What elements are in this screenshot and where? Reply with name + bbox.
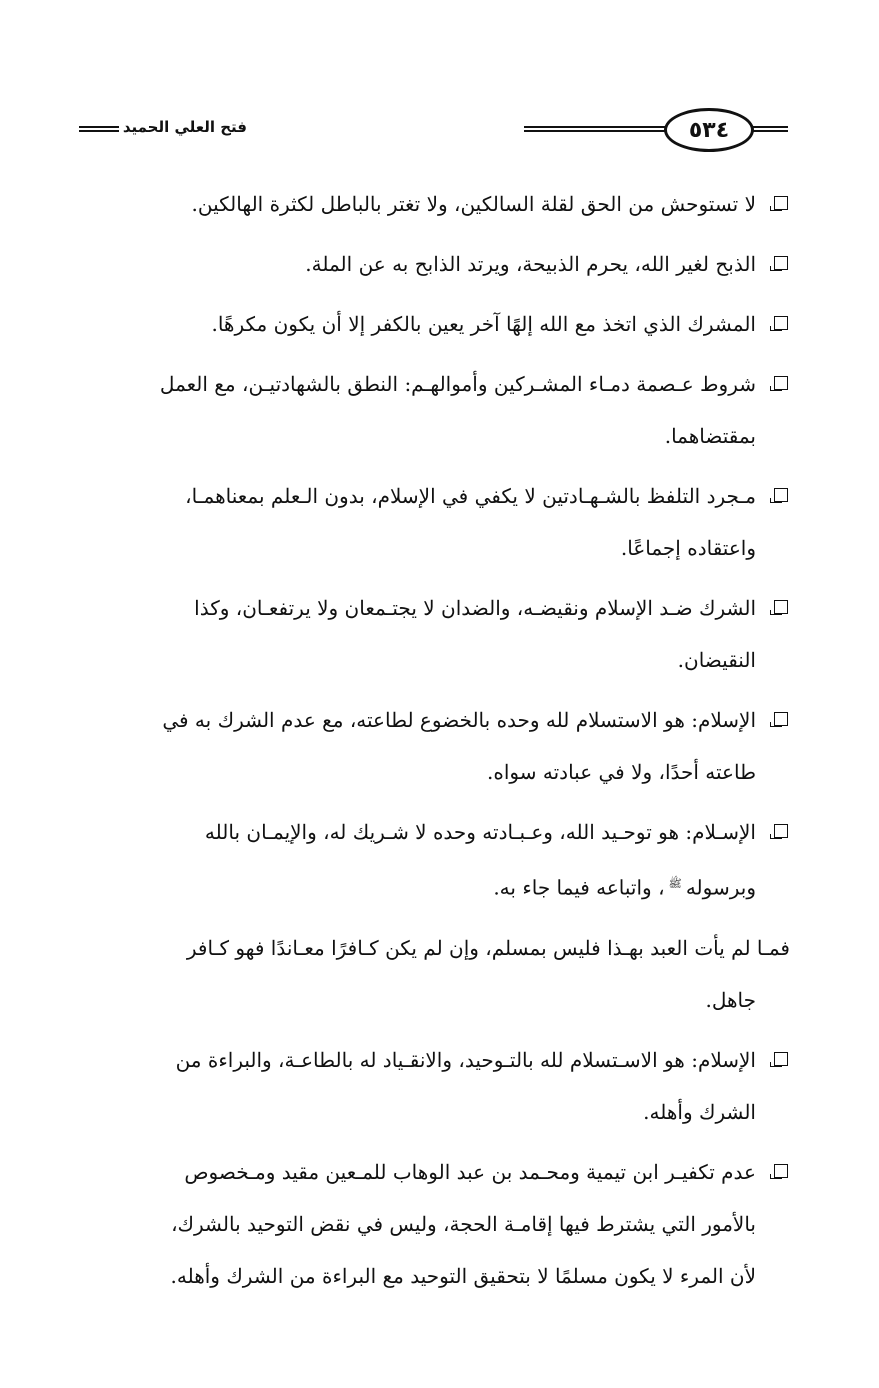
box-bullet-icon [774, 1052, 788, 1066]
line-text: جاهل. [705, 987, 756, 1012]
line-text: وبرسوله [685, 875, 756, 900]
line-text: الشرك ضـد الإسلام ونقيضـه، والضدان لا يجتـمعان ولا يرتفعـان، وكذا [194, 596, 756, 620]
box-bullet-icon [774, 824, 788, 838]
bullet-item [78, 358, 790, 462]
text-line [78, 298, 756, 350]
line-text: طاعته أحدًا، ولا في عبادته سواه. [487, 760, 756, 784]
line-text: بمقتضاهما. [664, 424, 756, 448]
header-rule-right [752, 126, 788, 132]
header-rule-left [79, 126, 119, 132]
bullet-item [78, 298, 790, 350]
text-line [78, 1146, 756, 1198]
box-bullet-icon [774, 600, 788, 614]
bullet-item [78, 178, 790, 230]
text-line [78, 178, 756, 230]
text-line [78, 238, 756, 290]
box-bullet-icon [774, 196, 788, 210]
box-bullet-icon [774, 712, 788, 726]
line-text-tail: ، واتباعه فيما جاء به. [493, 875, 665, 900]
text-line [78, 358, 756, 410]
line-text: الشرك وأهله. [643, 1099, 756, 1124]
line-text: عدم تكفيـر ابن تيمية ومحـمد بن عبد الوهاب للمـعين مقيد ومـخصوص [184, 1159, 756, 1184]
text-line [78, 858, 756, 914]
line-text: لأن المرء لا يكون مسلمًا لا بتحقيق التوحيد مع البراءة من الشرك وأهله. [170, 1263, 756, 1288]
text-line [78, 922, 790, 974]
text-line [78, 974, 790, 1026]
text-line [78, 582, 756, 634]
line-text: الإسلام: هو الاستسلام لله وحده بالخضوع لطاعته، مع عدم الشرك به في [162, 708, 756, 732]
text-line [78, 694, 756, 746]
line-text: فمـا لم يأت العبد بهـذا فليس بمسلم، وإن لم يكن كـافرًا معـاندًا فهو كـافر [186, 935, 790, 960]
line-text: شروط عـصمة دمـاء المشـركين وأموالهـم: النطق بالشهادتيـن، مع العمل [159, 372, 756, 396]
bullet-item [78, 1146, 790, 1302]
page-body [78, 178, 790, 1310]
box-bullet-icon [774, 316, 788, 330]
text-line [78, 1086, 756, 1138]
text-line [78, 410, 756, 462]
bullet-item [78, 806, 790, 914]
paragraph [78, 922, 790, 1026]
box-bullet-icon [774, 376, 788, 390]
text-line [78, 746, 756, 798]
page-header [0, 100, 879, 160]
box-bullet-icon [774, 1164, 788, 1178]
line-text: بالأمور التي يشترط فيها إقامـة الحجة، وليس في نقض التوحيد بالشرك، [171, 1211, 756, 1236]
header-rule-middle [524, 126, 666, 132]
text-line [78, 1250, 756, 1302]
bullet-item [78, 582, 790, 686]
bullet-item [78, 470, 790, 574]
line-text: المشرك الذي اتخذ مع الله إلهًا آخر يعين بالكفر إلا أن يكون مكرهًا. [211, 312, 756, 336]
text-line [78, 470, 756, 522]
line-text: الذبح لغير الله، يحرم الذبيحة، ويرتد الذابح به عن الملة. [305, 252, 756, 276]
bullet-item [78, 238, 790, 290]
text-line [78, 1034, 756, 1086]
text-line [78, 1198, 756, 1250]
box-bullet-icon [774, 488, 788, 502]
line-text: الإسلام: هو الاسـتسلام لله بالتـوحيد، والانقـياد له بالطاعـة، والبراءة من [175, 1047, 756, 1072]
line-text: الإسـلام: هو توحـيد الله، وعـبـادته وحده لا شـريك له، والإيمـان بالله [204, 820, 756, 844]
line-text: النقيضان. [677, 648, 756, 672]
line-text: واعتقاده إجماعًا. [620, 536, 756, 560]
text-line [78, 806, 756, 858]
bullet-item [78, 1034, 790, 1138]
text-line [78, 522, 756, 574]
line-text: لا تستوحش من الحق لقلة السالكين، ولا تغتر بالباطل لكثرة الهالكين. [191, 192, 756, 216]
book-title: فتح العلي الحميد [122, 118, 247, 136]
salutation-mark: ﷺ [668, 877, 682, 890]
box-bullet-icon [774, 256, 788, 270]
bullet-item [78, 694, 790, 798]
text-line [78, 634, 756, 686]
line-text: مـجرد التلفظ بالشـهـادتين لا يكفي في الإسلام، بدون الـعلم بمعناهمـا، [185, 484, 756, 508]
page-number: ٥٣٤ [664, 108, 754, 152]
